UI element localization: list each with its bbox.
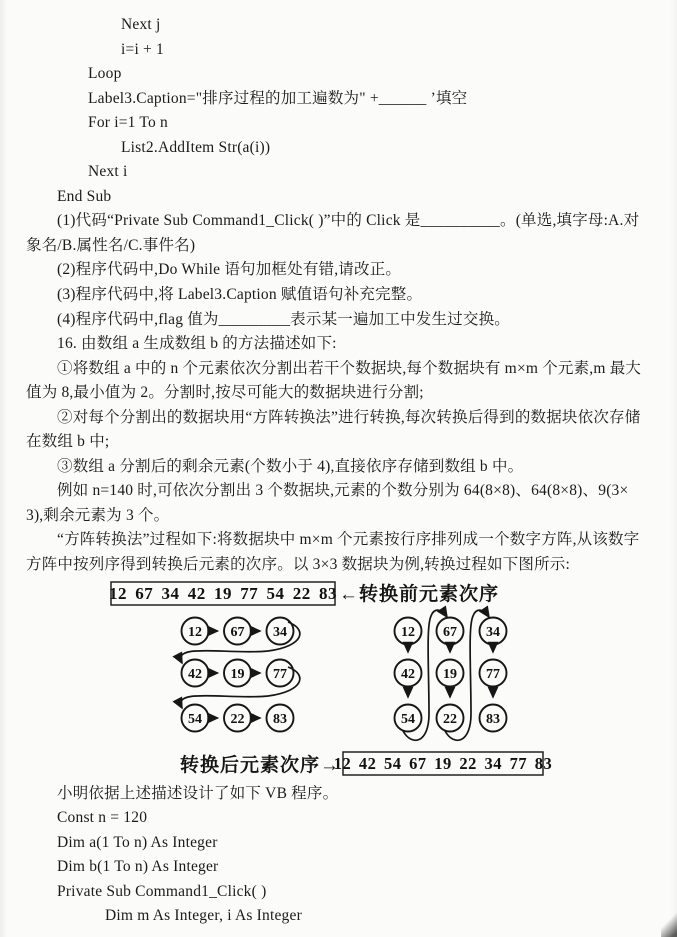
before-sequence-text: 12 67 34 42 19 77 54 22 83 bbox=[109, 583, 337, 603]
grid-number: 83 bbox=[273, 711, 287, 727]
before-order-label: ←转换前元素次序 bbox=[339, 583, 500, 605]
grid-number: 54 bbox=[401, 711, 415, 727]
code-line: Next i bbox=[88, 163, 128, 181]
code-line: Dim m As Integer, i As Integer bbox=[105, 907, 302, 925]
method-line: 方阵中按列序得到转换后元素的次序。以 3×3 数据块为例,转换过程如下图所示: bbox=[26, 556, 570, 574]
grid-number: 83 bbox=[486, 711, 500, 727]
question-2-line: (2)程序代码中,Do While 语句加框处有错,请改正。 bbox=[57, 261, 402, 279]
grid-number: 12 bbox=[188, 624, 202, 640]
grid-number: 12 bbox=[401, 624, 415, 640]
example-line: 例如 n=140 时,可依次分割出 3 个数据块,元素的个数分别为 64(8×8)、64(8×8)、9(3× bbox=[57, 482, 629, 500]
grid-number: 34 bbox=[273, 624, 287, 640]
code-line: Next j bbox=[121, 16, 161, 33]
step1-line: ①将数组 a 中的 n 个元素依次分割出若干个数据块,每个数据块有 m×m 个元素,m 最大 bbox=[57, 359, 642, 377]
grid-number: 34 bbox=[486, 624, 500, 640]
example-line: 3),剩余元素为 3 个。 bbox=[26, 506, 170, 524]
question-4-line: (4)程序代码中,flag 值为_________表示某一遍加工中发生过交换。 bbox=[57, 310, 510, 328]
grid-number: 22 bbox=[230, 711, 245, 727]
step1-line: 值为 8,最小值为 2。分割时,按尽可能大的数据块进行分割; bbox=[26, 384, 424, 402]
step2-line: ②对每个分割出的数据块用“方阵转换法”进行转换,每次转换后得到的数据块依次存储 bbox=[57, 408, 641, 426]
grid-number: 77 bbox=[273, 666, 287, 682]
code-line: Dim b(1 To n) As Integer bbox=[57, 858, 219, 876]
code-line: Const n = 120 bbox=[57, 809, 148, 827]
grid-number: 22 bbox=[443, 711, 457, 727]
grid-number: 42 bbox=[401, 666, 415, 682]
row-order-grid bbox=[181, 617, 300, 731]
column-order-grid bbox=[395, 610, 507, 740]
question-1-line: 象名/B.属性名/C.事件名) bbox=[26, 236, 196, 254]
code-line-label3-caption: Label3.Caption="排序过程的加工遍数为" +______ ’填空 bbox=[88, 89, 468, 107]
question-16-title: 16. 由数组 a 生成数组 b 的方法描述如下: bbox=[57, 335, 337, 353]
after-sequence-text: 12 42 54 67 19 22 34 77 83 bbox=[333, 753, 553, 773]
code-line: Dim a(1 To n) As Integer bbox=[57, 833, 218, 851]
grid-number: 77 bbox=[486, 666, 500, 682]
code-line-end-sub: End Sub bbox=[57, 187, 112, 205]
question-3-line: (3)程序代码中,将 Label3.Caption 赋值语句补充完整。 bbox=[57, 286, 423, 304]
matrix-transform-diagram bbox=[0, 578, 677, 782]
grid-number: 19 bbox=[230, 666, 245, 682]
code-line: Private Sub Command1_Click( ) bbox=[57, 882, 267, 900]
grid-number: 67 bbox=[443, 624, 457, 640]
code-line: i=i + 1 bbox=[121, 40, 164, 58]
vb-intro-line: 小明依据上述描述设计了如下 VB 程序。 bbox=[57, 784, 339, 802]
grid-number: 54 bbox=[188, 711, 202, 727]
step3-line: ③数组 a 分割后的剩余元素(个数小于 4),直接依序存储到数组 b 中。 bbox=[57, 457, 524, 475]
code-line: For i=1 To n bbox=[88, 114, 168, 132]
method-line: “方阵转换法”过程如下:将数据块中 m×m 个元素按行序排列成一个数字方阵,从该数字 bbox=[57, 531, 640, 549]
code-line: List2.AddItem Str(a(i)) bbox=[121, 138, 271, 156]
step2-line: 在数组 b 中; bbox=[26, 433, 110, 451]
question-1-line: (1)代码“Private Sub Command1_Click( )”中的 Click 是__________。(单选,填字母:A.对 bbox=[57, 212, 640, 230]
grid-number: 42 bbox=[188, 666, 202, 682]
grid-number: 67 bbox=[230, 624, 245, 640]
code-line: Loop bbox=[88, 65, 122, 83]
after-order-label: 转换后元素次序→ bbox=[179, 754, 340, 776]
grid-number: 19 bbox=[443, 666, 457, 682]
